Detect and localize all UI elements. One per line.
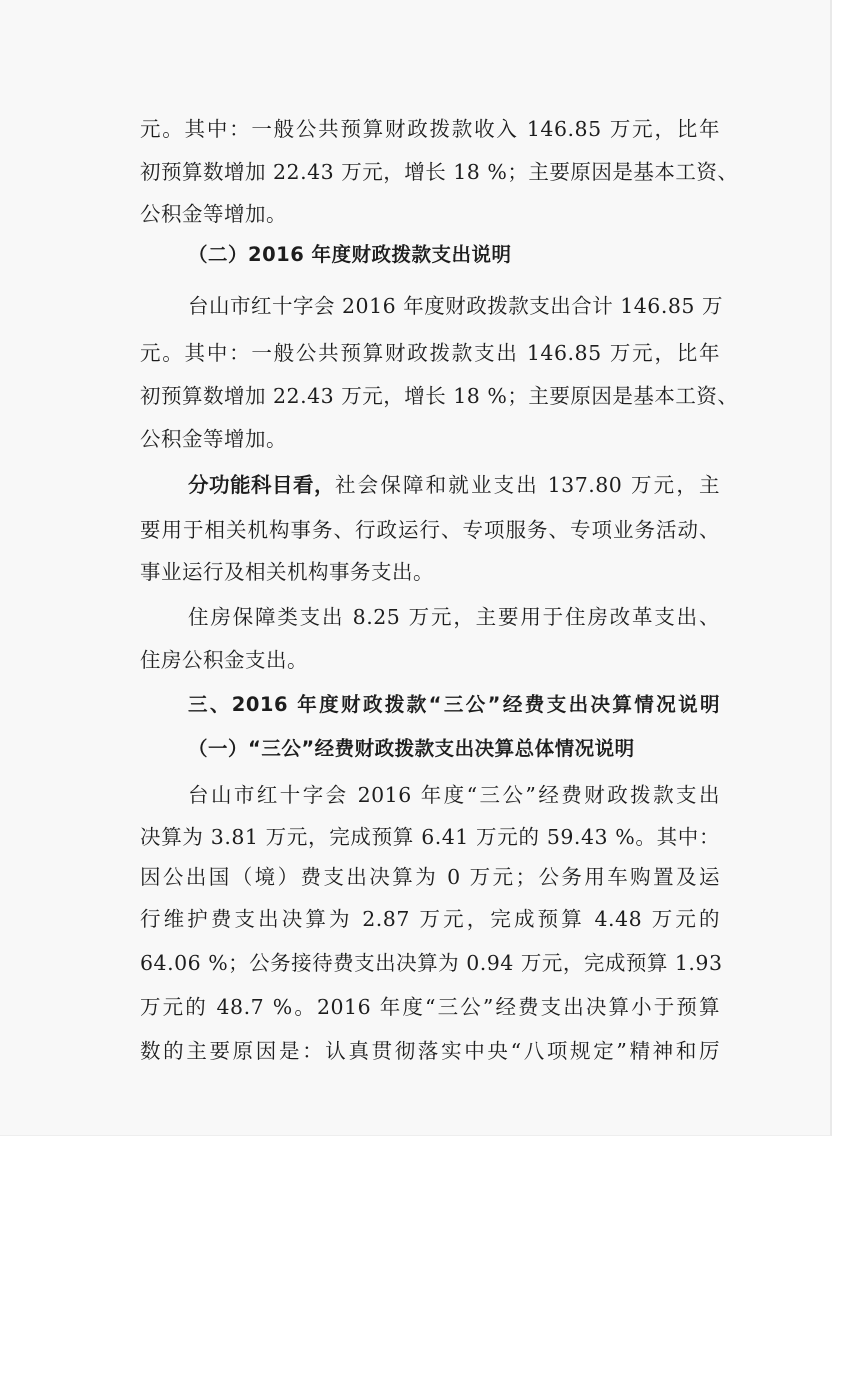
text-line: 元。其中：一般公共预算财政拨款支出 146.85 万元，比年 [140,341,720,365]
text-line: 因公出国（境）费支出决算为 0 万元；公务用车购置及运 [140,865,720,889]
text-line: 万元的 48.7 %。2016 年度“三公”经费支出决算小于预算 [140,995,720,1019]
text-line: 事业运行及相关机构事务支出。 [140,560,434,584]
text-line: 元。其中：一般公共预算财政拨款收入 146.85 万元，比年 [140,117,720,141]
text-line: 要用于相关机构事务、行政运行、专项服务、专项业务活动、 [140,518,720,542]
text-line: 公积金等增加。 [140,427,287,451]
text-line: 住房公积金支出。 [140,648,308,672]
section-heading: （二）2016 年度财政拨款支出说明 [188,243,512,266]
text-line: 初预算数增加 22.43 万元，增长 18 %；主要原因是基本工资、 [140,160,739,184]
text-line [188,470,720,500]
text-line: 住房保障类支出 8.25 万元，主要用于住房改革支出、 [188,605,720,629]
text-line: 台山市红十字会 2016 年度“三公”经费财政拨款支出 [188,783,720,807]
section-heading: （一）“三公”经费财政拨款支出决算总体情况说明 [188,737,635,760]
text-line: 行维护费支出决算为 2.87 万元，完成预算 4.48 万元的 [140,907,720,931]
bold-lead-text: 分功能科目看， [188,473,335,497]
text-line: 初预算数增加 22.43 万元，增长 18 %；主要原因是基本工资、 [140,384,739,408]
text-line: 公积金等增加。 [140,202,287,226]
section-heading: 三、2016 年度财政拨款“三公”经费支出决算情况说明 [188,693,720,716]
text-line: 决算为 3.81 万元，完成预算 6.41 万元的 59.43 %。其中： [140,825,720,849]
text-line: 台山市红十字会 2016 年度财政拨款支出合计 146.85 万 [188,294,723,318]
text-line-rest: 社会保障和就业支出 137.80 万元，主 [335,473,720,497]
text-line: 数的主要原因是：认真贯彻落实中央“八项规定”精神和厉 [140,1039,720,1063]
text-line: 64.06 %；公务接待费支出决算为 0.94 万元，完成预算 1.93 [140,951,723,975]
